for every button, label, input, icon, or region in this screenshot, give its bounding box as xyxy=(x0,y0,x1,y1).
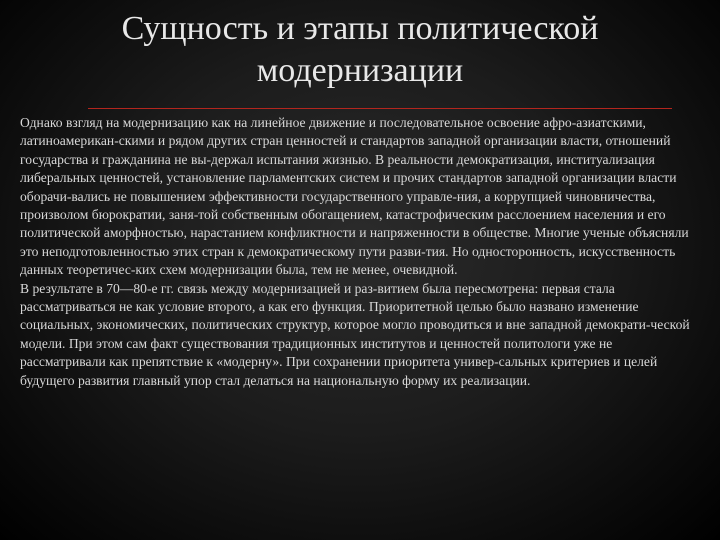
body-paragraph-2: В результате в 70—80-е гг. связь между модернизацией и раз-витием была пересмотрена: первая стала рассматриваться не как условие второго, а как его функция. Приоритетной целью было названо изменение социальных, экономических, политических структур, которое могло проводиться и вне западной демократи-ческой модели. При этом сам факт существования традиционных институтов и ценностей политологи уже не рассматривали как препятствие к «модерну». При сохранении приоритета универ-сальных критериев и целей будущего развития главный упор стал делаться на национальную форму их реализации. xyxy=(20,280,690,388)
slide-title-line-1: Сущность и этапы политической xyxy=(121,10,599,47)
slide-title-line-2: модернизации xyxy=(256,52,464,89)
title-divider xyxy=(88,108,672,109)
slide-body xyxy=(20,114,700,390)
slide-title xyxy=(60,8,660,92)
body-paragraph-1: Однако взгляд на модернизацию как на линейное движение и последовательное освоение афро-азиатскими, латиноамерикан-скими и рядом других стран ценностей и стандартов западной организации власти, отношений государства и гражданина не вы-держал испытания жизнью. В реальности демократизация, институализация либеральных ценностей, установление парламентских систем и прочих стандартов западной организации власти оборачи-вались не повышением эффективности государственного управле-ния, а коррупцией чиновничества, произволом бюрократии, заня-той собственным обогащением, катастрофическим расслоением населения и его политической аморфностью, нарастанием конфликтности и напряженности в обществе. Многие ученые объясняли это неподготовленностью этих стран к демократическому пути разви-тия. Но односторонность, искусственность данных теоретичес-ких схем модернизации была, тем не менее, очевидной. xyxy=(20,115,689,278)
